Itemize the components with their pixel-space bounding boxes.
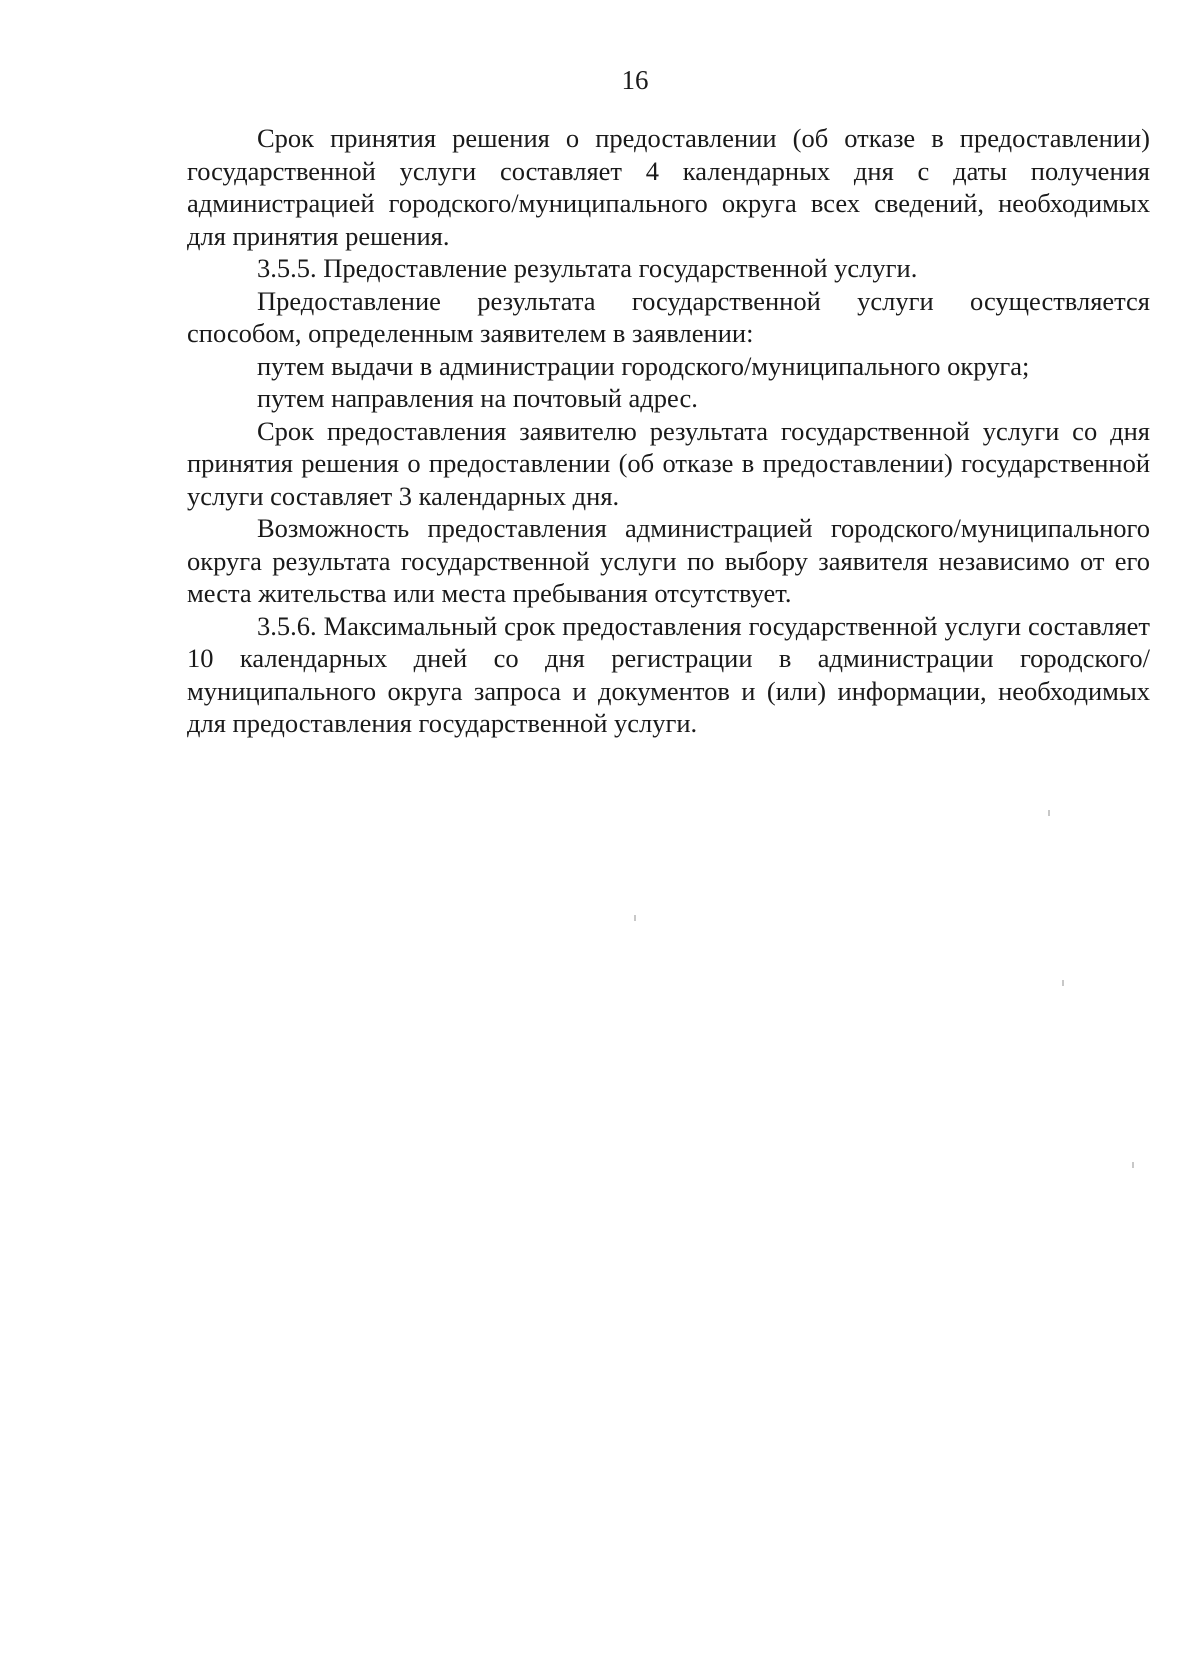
document-body [187, 122, 1150, 740]
scan-speck [1132, 1162, 1134, 1168]
paragraph-delivery-method-mail: путем направления на почтовый адрес. [257, 383, 698, 413]
page-number: 16 [621, 65, 649, 95]
scan-speck [634, 915, 636, 921]
scan-speck [1062, 980, 1064, 986]
paragraph-result-term: Срок предоставления заявителю результата государственной услуги со дня принятия решения о предоставлении (об отказе в предоставлении) государственной услуги составляет 3 календарных дня. [187, 415, 1150, 511]
paragraph-extraterritorial: Возможность предоставления администрацией городского/муниципального округа результата государственной услуги по выбору заявителя независимо от его места жительства или места пребывания отсутствует. [187, 513, 1150, 608]
paragraph-delivery-method-office: путем выдачи в администрации городского/муниципального округа; [257, 350, 1030, 381]
scan-speck [1048, 810, 1050, 816]
paragraph-result-delivery: Предоставление результата государственной услуги осуществляется способом, определенным заявителем в заявлении: [187, 285, 1150, 348]
paragraph-decision-term: Срок принятия решения о предоставлении (об отказе в предоставлении) государственной услуги составляет 4 календарных дня с даты получения администрацией городского/муниципального округа всех сведений, необходимых для принятия решения. [187, 123, 1150, 251]
paragraph-section-3-5-6: 3.5.6. Максимальный срок предоставления государственной услуги составляет 10 календарных дней со дня регистрации в администрации городского/муниципального округа запроса и документов и (или) информации, необходимых для предоставления государственной услуги. [187, 610, 1150, 738]
paragraph-section-3-5-5: 3.5.5. Предоставление результата государственной услуги. [257, 253, 918, 283]
